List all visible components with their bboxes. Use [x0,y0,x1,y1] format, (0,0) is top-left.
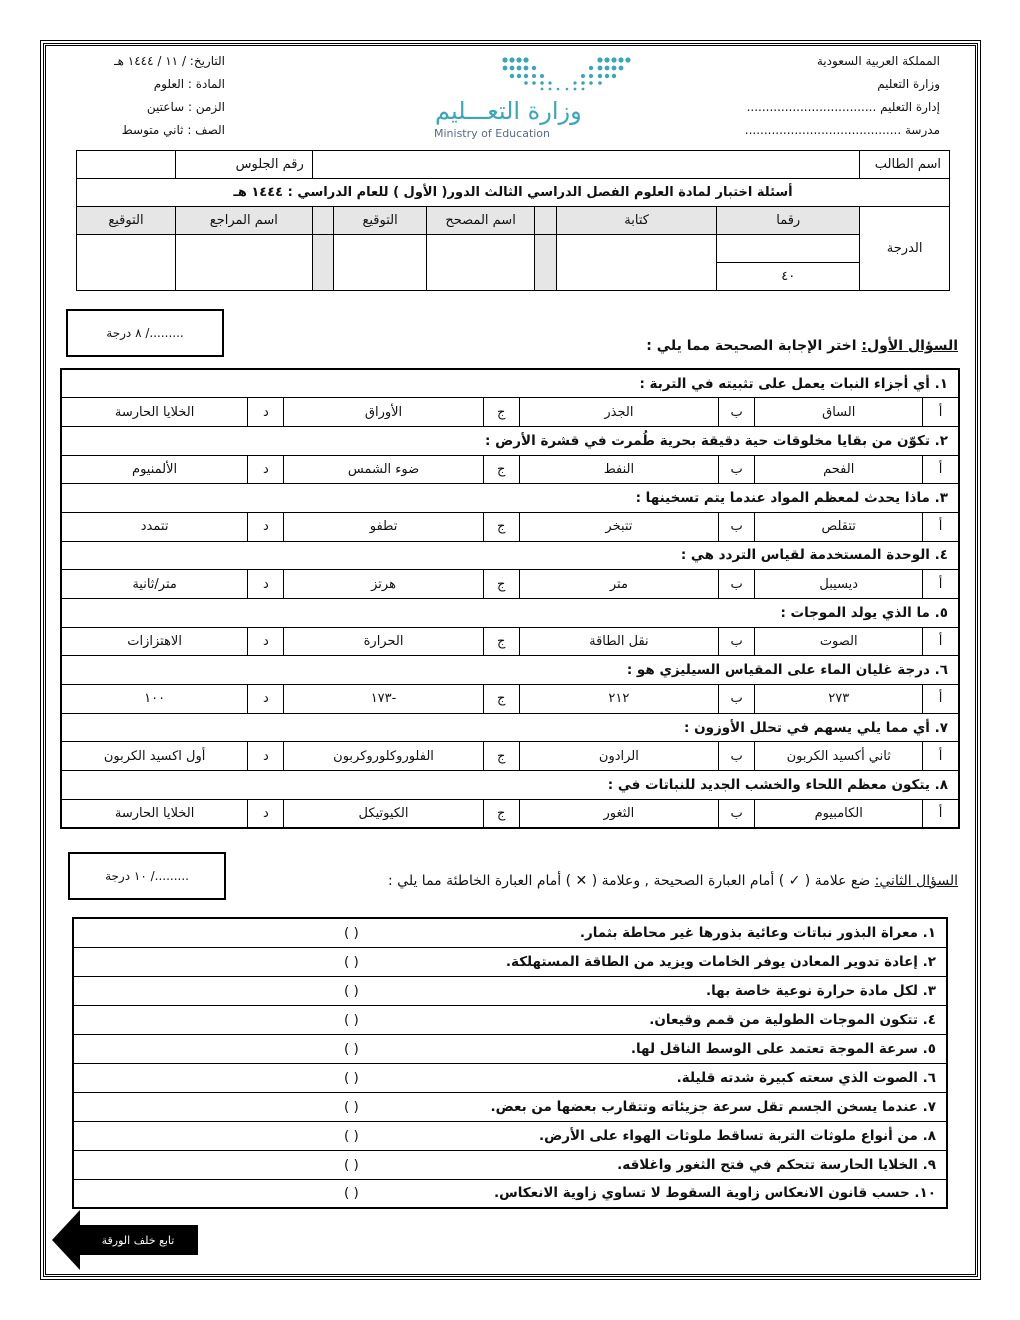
arrow-left-icon [52,1210,80,1270]
continue-label: تابع خلف الورقة [78,1225,198,1255]
mcq-option[interactable]: نقل الطاقة [519,627,718,656]
mcq-question-text: ٢. تكوّن من بقايا مخلوقات حية دقيقة بحرية طُمرت في قشرة الأرض : [61,426,959,455]
tf-statement-row [73,1063,947,1092]
mcq-option-letter: د [248,799,284,828]
grade-cell-label: الدرجة [860,207,950,291]
mcq-option[interactable]: الخلايا الحارسة [61,799,248,828]
mcq-option-letter: د [248,512,284,541]
mcq-option-letter: د [248,742,284,771]
admin-label: إدارة التعليم .................................. [746,100,940,114]
tf-statement-text: ٣. لكل مادة حرارة نوعية خاصة بها. [387,976,947,1005]
mcq-option[interactable]: الثغور [519,799,718,828]
mcq-question-text: ٥. ما الذي يولد الموجات : [61,599,959,628]
tf-answer-blank[interactable]: ( ) [73,1179,387,1208]
tf-answer-blank[interactable]: ( ) [73,1121,387,1150]
tf-answer-blank[interactable]: ( ) [73,1005,387,1034]
grade-numbers-field[interactable] [717,235,860,263]
mcq-option[interactable]: الخلايا الحارسة [61,398,248,427]
tf-statement-text: ٤. تتكون الموجات الطولية من قمم وقيعان. [387,1005,947,1034]
mcq-option[interactable]: النفط [519,455,718,484]
mcq-question-row [61,541,959,570]
mcq-option-letter: ج [483,570,519,599]
reviewer-name-label: اسم المراجع [175,207,312,235]
logo-dots-icon [430,52,640,102]
mcq-option[interactable]: الرادون [519,742,718,771]
ministry-label: وزارة التعليم [877,77,940,91]
mcq-option-letter: ب [718,742,754,771]
exam-title: أسئلة اختبار لمادة العلوم الفصل الدراسي الثالث الدور( الأول ) للعام الدراسي : ١٤٤٤ هـ [77,179,950,207]
separator-cell [535,235,557,291]
school-label: مدرسة ......................................... [744,123,940,137]
tf-statement-text: ٧. عندما يسخن الجسم تقل سرعة جزيئاته وتتقارب بعضها من بعض. [387,1092,947,1121]
tf-statement-text: ٩. الخلايا الحارسة تتحكم في فتح الثغور واغلاقه. [387,1150,947,1179]
mcq-option-letter: أ [923,799,959,828]
mcq-option[interactable]: تتمدد [61,512,248,541]
tf-statement-text: ٥. سرعة الموجة تعتمد على الوسط الناقل لها. [387,1034,947,1063]
reviewer-signature-field[interactable] [77,235,176,291]
q1-title-underlined: السؤال الأول: [861,338,958,354]
mcq-option-letter: ب [718,512,754,541]
mcq-question-text: ٤. الوحدة المستخدمة لقياس التردد هي : [61,541,959,570]
mcq-option-letter: ج [483,799,519,828]
mcq-option-letter: ب [718,685,754,714]
mcq-option[interactable]: أول اكسيد الكربون [61,742,248,771]
mcq-option-letter: د [248,398,284,427]
mcq-question-row [61,656,959,685]
mcq-option-letter: أ [923,742,959,771]
tf-statement-row [73,1150,947,1179]
mcq-options-row [61,570,959,599]
mcq-option[interactable]: ضوء الشمس [284,455,483,484]
mcq-option-letter: ج [483,685,519,714]
seat-number-label: رقم الجلوس [175,151,312,179]
tf-statement-text: ٨. من أنواع ملوثات التربة تساقط ملوثات الهواء على الأرض. [387,1121,947,1150]
mcq-question-row [61,599,959,628]
mcq-option-letter: ب [718,398,754,427]
mcq-options-row [61,685,959,714]
mcq-option[interactable]: الكيوتيكل [284,799,483,828]
corrector-name-field[interactable] [426,235,535,291]
mcq-option-letter: ج [483,455,519,484]
tf-statement-row [73,1034,947,1063]
tf-answer-blank[interactable]: ( ) [73,1034,387,1063]
mcq-question-text: ٣. ماذا يحدث لمعظم المواد عندما يتم تسخينها : [61,484,959,513]
logo-english-text: Ministry of Education [434,127,551,140]
mcq-option[interactable]: ثاني أكسيد الكربون [755,742,923,771]
mcq-option-letter: د [248,685,284,714]
reviewer-name-field[interactable] [175,235,312,291]
seat-number-field[interactable] [77,151,176,179]
mcq-option[interactable]: الفحم [755,455,923,484]
q1-score-box: ........./ ٨ درجة [66,309,224,357]
student-name-label: اسم الطالب [860,151,950,179]
mcq-option-letter: ب [718,799,754,828]
tf-statement-text: ٢. إعادة تدوير المعادن يوفر الخامات ويزيد من الطاقة المستهلكة. [387,947,947,976]
mcq-option-letter: د [248,455,284,484]
tf-statement-text: ٦. الصوت الذي سعته كبيرة شدته قليلة. [387,1063,947,1092]
mcq-option[interactable]: الكامبيوم [755,799,923,828]
mcq-option-letter: د [248,570,284,599]
separator-cell [535,207,557,235]
tf-answer-blank[interactable]: ( ) [73,1150,387,1179]
mcq-option[interactable]: ديسيبل [755,570,923,599]
q2-title-underlined: السؤال الثاني: [874,873,958,889]
mcq-question-text: ٦. درجة غليان الماء على المقياس السيليزي هو : [61,656,959,685]
signature-label: التوقيع [334,207,426,235]
tf-statement-row [73,1005,947,1034]
mcq-option[interactable]: ١٠٠ [61,685,248,714]
mcq-option[interactable]: -١٧٣ [284,685,483,714]
mcq-option[interactable]: الجذر [519,398,718,427]
q1-title-rest: اختر الإجابة الصحيحة مما يلي : [646,338,862,354]
mcq-option[interactable]: الألمنيوم [61,455,248,484]
mcq-question-row [61,484,959,513]
mcq-option-letter: أ [923,685,959,714]
tf-answer-blank[interactable]: ( ) [73,918,387,947]
mcq-question-row [61,771,959,800]
tf-answer-blank[interactable]: ( ) [73,1092,387,1121]
mcq-options-row [61,742,959,771]
mcq-option[interactable]: هرتز [284,570,483,599]
mcq-options-row [61,512,959,541]
mcq-options-row [61,398,959,427]
mcq-option[interactable]: الأوراق [284,398,483,427]
mcq-question-text: ٧. أي مما يلي يسهم في تحلل الأوزون : [61,713,959,742]
mcq-option-letter: ب [718,455,754,484]
mcq-question-text: ٨. يتكون معظم اللحاء والخشب الجديد للنباتات في : [61,771,959,800]
q2-score-box: ........./ ١٠ درجة [68,852,226,900]
student-name-field[interactable] [312,151,860,179]
tf-statement-text: ١٠. حسب قانون الانعكاس زاوية السقوط لا تساوي زاوية الانعكاس. [387,1179,947,1208]
tf-statement-row [73,918,947,947]
separator-cell [312,235,334,291]
mcq-option[interactable]: ٢٧٣ [755,685,923,714]
mcq-option[interactable]: تطفو [284,512,483,541]
time-label: الزمن : ساعتين [146,100,225,114]
mcq-option-letter: ب [718,627,754,656]
mcq-question-row [61,426,959,455]
tf-statement-row [73,1179,947,1208]
mcq-option[interactable]: تتقلص [755,512,923,541]
mcq-question-text: ١. أي أجزاء النبات يعمل على تثبيته في التربة : [61,369,959,398]
tf-answer-blank[interactable]: ( ) [73,976,387,1005]
signature2-label: التوقيع [77,207,176,235]
mcq-options-row [61,799,959,828]
logo-arabic-text: وزارة التعـــليم [435,97,582,125]
mcq-option-letter: ج [483,627,519,656]
separator-cell [312,207,334,235]
mcq-option-letter: أ [923,570,959,599]
kingdom-label: المملكة العربية السعودية [816,54,940,68]
corrector-name-label: اسم المصحح [426,207,535,235]
ministry-logo [430,52,640,142]
student-info-table [76,150,950,291]
mcq-option-letter: ج [483,742,519,771]
true-false-table [72,917,948,1209]
tf-answer-blank[interactable]: ( ) [73,947,387,976]
date-label: التاريخ: / ١١ / ١٤٤٤ هـ [114,54,225,68]
continue-arrow [52,1210,198,1270]
grade-label: الصف : ثاني متوسط [121,123,225,137]
mcq-option[interactable]: الساق [755,398,923,427]
mcq-option-letter: ب [718,570,754,599]
mcq-options-row [61,455,959,484]
mcq-option-letter: أ [923,627,959,656]
mcq-option[interactable]: الصوت [755,627,923,656]
mcq-option-letter: د [248,627,284,656]
tf-statement-row [73,1092,947,1121]
mcq-option-letter: أ [923,512,959,541]
q2-title-rest: ضع علامة ( ✓ ) أمام العبارة الصحيحة , وعلامة ( ✕ ) أمام العبارة الخاطئة مما يلي : [387,873,875,889]
tf-statement-row [73,1121,947,1150]
tf-statement-row [73,976,947,1005]
grade-words-field[interactable] [557,235,717,291]
mcq-option-letter: ج [483,398,519,427]
subject-label: المادة : العلوم [153,77,225,91]
tf-statement-text: ١. معراة البذور نباتات وعائية بذورها غير محاطة بثمار. [387,918,947,947]
mcq-question-row [61,369,959,398]
mcq-option[interactable]: الفلوروكلوروكربون [284,742,483,771]
mcq-option[interactable]: تتبخر [519,512,718,541]
mcq-option-letter: أ [923,398,959,427]
mcq-question-row [61,713,959,742]
q2-title [388,873,958,889]
mcq-option-letter: ج [483,512,519,541]
mcq-option[interactable]: الاهتزازات [61,627,248,656]
in-words-label: كتابة [557,207,717,235]
tf-answer-blank[interactable]: ( ) [73,1063,387,1092]
mcq-option[interactable]: متر/ثانية [61,570,248,599]
in-numbers-label: رقما [717,207,860,235]
mcq-option[interactable]: الحرارة [284,627,483,656]
corrector-signature-field[interactable] [334,235,426,291]
header-left [105,50,225,142]
total-score: ٤٠ [717,263,860,291]
mcq-option[interactable]: ٢١٢ [519,685,718,714]
mcq-table [60,368,960,829]
mcq-option-letter: أ [923,455,959,484]
header-right [700,50,940,142]
mcq-option[interactable]: متر [519,570,718,599]
mcq-options-row [61,627,959,656]
tf-statement-row [73,947,947,976]
q1-title [646,338,958,354]
